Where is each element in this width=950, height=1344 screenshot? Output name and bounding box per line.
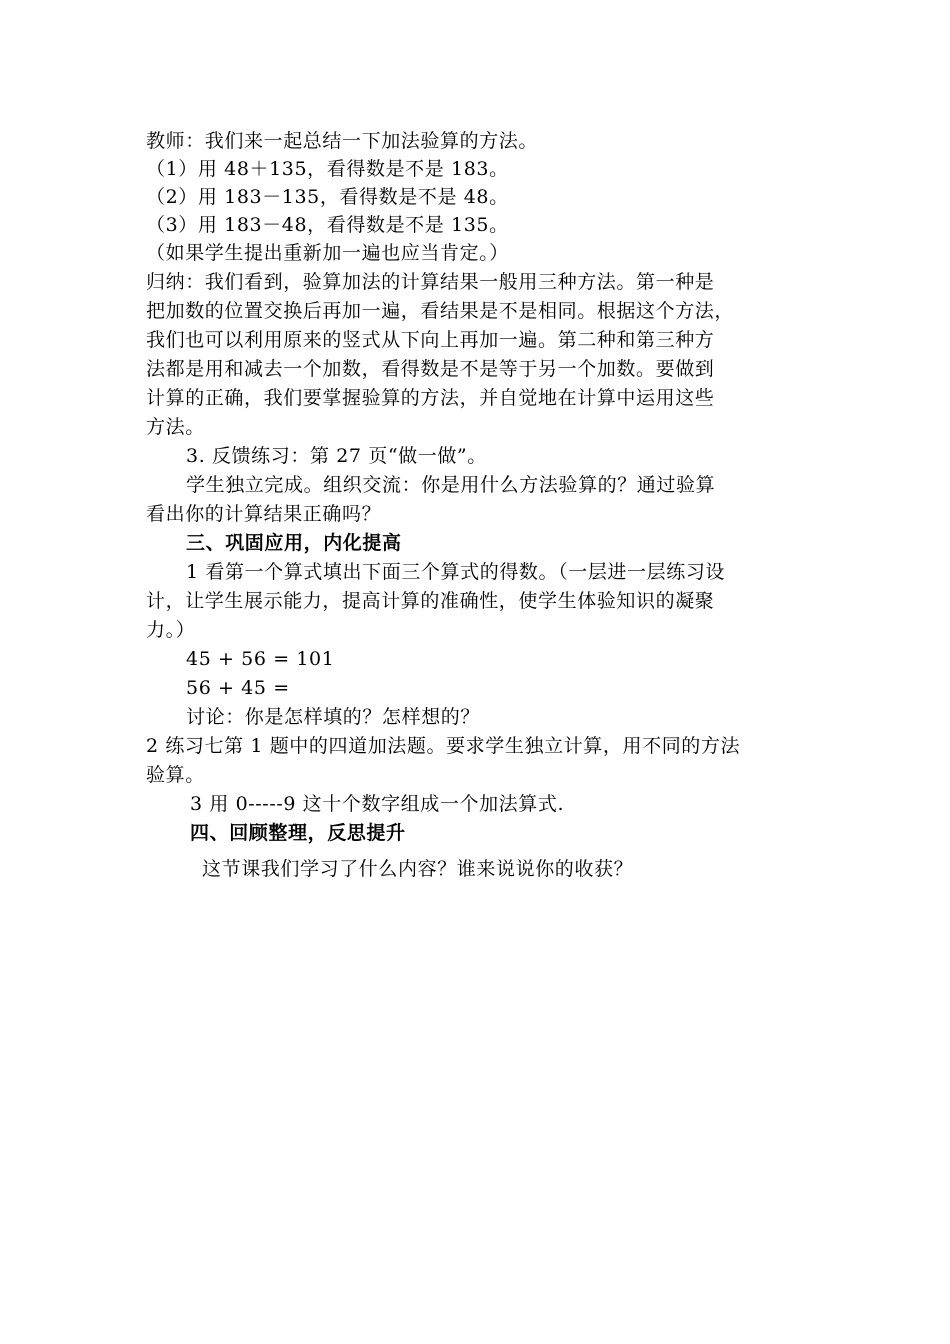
text-line: 计算的正确，我们要掌握验算的方法，并自觉地在计算中运用这些 xyxy=(146,387,715,409)
text-line: （如果学生提出重新加一遍也应当肯定。） xyxy=(146,242,509,264)
text-line: 讨论：你是怎样填的？怎样想的？ xyxy=(186,706,481,728)
text-line: 1 看第一个算式填出下面三个算式的得数。（一层进一层练习设 xyxy=(186,561,726,583)
text-line: 我们也可以利用原来的竖式从下向上再加一遍。第二种和第三种方 xyxy=(146,329,715,351)
text-line: 方法。 xyxy=(146,416,205,438)
text-line: 3. 反馈练习：第 27 页“做一做”。 xyxy=(186,445,487,467)
text-line: 45 + 56 = 101 xyxy=(186,648,335,670)
text-line: （2）用 183－135，看得数是不是 48。 xyxy=(146,186,509,208)
section-heading: 三、巩固应用，内化提高 xyxy=(186,532,402,554)
text-line: 把加数的位置交换后再加一遍，看结果是不是相同。根据这个方法， xyxy=(146,300,735,322)
text-line: 归纳：我们看到，验算加法的计算结果一般用三种方法。第一种是 xyxy=(146,271,715,293)
text-line: 56 + 45 = xyxy=(186,677,290,699)
text-line: （1）用 48＋135，看得数是不是 183。 xyxy=(146,158,509,180)
text-line: 计，让学生展示能力，提高计算的准确性，使学生体验知识的凝聚 xyxy=(146,590,715,612)
text-line: 法都是用和减去一个加数，看得数是不是等于另一个加数。要做到 xyxy=(146,358,715,380)
text-line: 看出你的计算结果正确吗？ xyxy=(146,503,382,525)
text-line: （3）用 183－48，看得数是不是 135。 xyxy=(146,214,509,236)
text-line: 学生独立完成。组织交流：你是用什么方法验算的？通过验算 xyxy=(186,474,716,496)
section-heading: 四、回顾整理，反思提升 xyxy=(190,822,406,844)
text-line: 2 练习七第 1 题中的四道加法题。要求学生独立计算，用不同的方法 xyxy=(146,735,741,757)
text-line: 3 用 0-----9 这十个数字组成一个加法算式. xyxy=(190,793,565,815)
text-line: 力。） xyxy=(146,619,196,641)
text-line: 这节课我们学习了什么内容？谁来说说你的收获？ xyxy=(202,858,634,880)
text-line: 教师：我们来一起总结一下加法验算的方法。 xyxy=(146,130,539,152)
text-line: 验算。 xyxy=(146,764,205,786)
